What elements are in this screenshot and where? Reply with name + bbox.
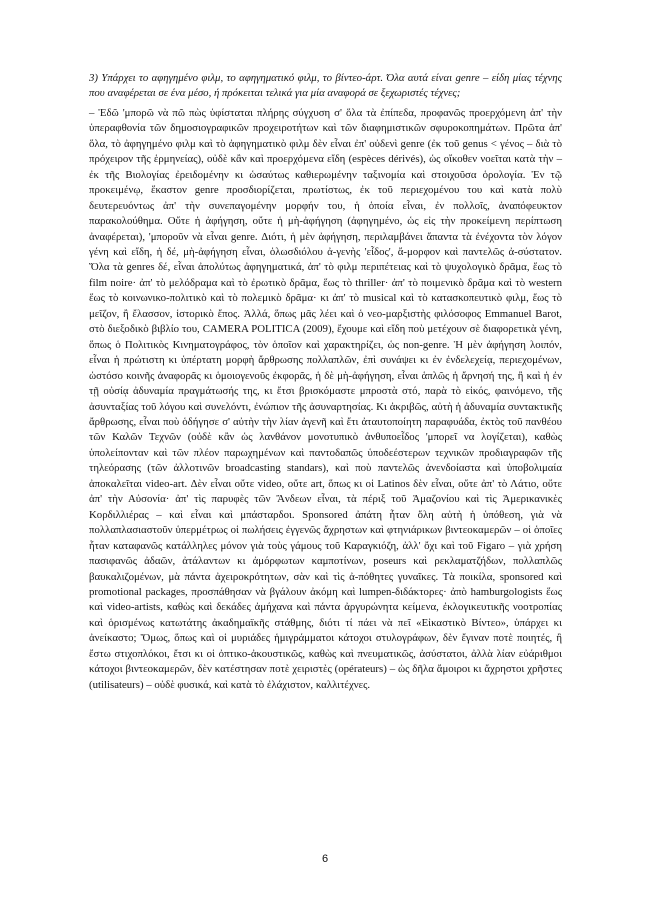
interview-answer: – Ἐδῶ 'μπορῶ νὰ πῶ πὼς ὑφίσταται πλήρης σύγχυση σ' ὅλα τὰ ἐπίπεδα, προφανῶς προερχόμενη ἀπ' τὴν ὑπεραφθονία τῶν δημοσιογραφικῶν προχειροτήτων καὶ τῶν διαφημιστικῶν σφυροκοπημάτων. Πρῶτα ἀπ' ὅλα, τὸ ἀφηγημένο φιλμ καὶ τὸ ἀφηγηματικὸ φιλμ δὲν εἶναι ἐπ' οὐδενὶ genre (ἐκ τοῦ genus < γένος – διὰ τὸ πρόχειρον τῆς ἑρμηνείας), οὐδὲ κἂν καὶ προερχόμενα εἴδη (espèces dérivés), ὡς οἴκοθεν νοεῖται κατὰ τὴν – ἐκ τῆς Βιολογίας ἐρειδομένην κι ὡσαύτως καθιερωμένην ταξινομία καὶ στοιχοῦσα ὁρολογία. Ἐν τῷ προκειμένῳ, ἕκαστον genre προσδιορίζεται, πρωτίστως, ἐκ τοῦ περιεχομένου του καὶ κατὰ πολὺ δευτερευόντως ἀπ' τὴν συνεπαγομένην μορφήν του, ἡ ὁποία εἶναι, ἐν πολλοῖς, ἀναπόφευκτον παρακολούθημα. Οὔτε ἡ ἀφήγηση, οὔτε ἡ μὴ-ἀφήγηση (ἀφηγημένο, ὡς εἰς τὴν προκείμενη περίπτωση ἀναφέρεται), 'μποροῦν νὰ εἶναι genre. Διότι, ἡ μὲν ἀφήγηση, περιλαμβάνει ἅπαντα τὰ ἐνέχοντα τὸν λόγον γένη καὶ εἴδη, ἡ δέ, μὴ-ἀφήγηση εἶναι, ὁλωσδιόλου ἀ-γενὴς 'εἶδος', ἄ-μορφον καὶ παντελῶς ἀ-σύστατον. Ὅλα τὰ genres δέ, εἶναι ἀπολύτως ἀφηγηματικά, ἀπ' τὸ φιλμ περιπέτειας καὶ τὸ ψυχολογικὸ δρᾶμα, ἕως τὸ film noire· ἀπ' τὸ μελόδραμα καὶ τὸ ἐρωτικὸ δρᾶμα, ἕως τὸ thriller· ἀπ' τὸ ποιμενικὸ δρᾶμα καὶ τὸ western ἕως τὸ κοινωνικο-πολιτικὸ καὶ τὸ πολεμικὸ δρᾶμα· κι ἀπ' τὸ musical καὶ τὸ κατασκοπευτικὸ φιλμ, ἕως τὸ μεῖζον, ἢ ἔλασσον, ἱστορικὸ ἔπος. Ἀλλά, ὅπως μᾶς λέει καὶ ὁ νεο-μαρξιστὴς φιλόσοφος Emmanuel Barot, στὸ διεξοδικὸ βιβλίο του, CAMERA POLITICA (2009), ἔχουμε καὶ εἴδη ποὺ μετέχουν σὲ διαφορετικὰ γένη, ὅπως ὁ Πολιτικὸς Κινηματογράφος, τὸν ὁποῖον καὶ χαρακτηρίζει, ὡς non-genre. Ἡ μὲν ἀφήγηση λοιπόν, εἶναι ἡ πρώτιστη κι ὑπέρτατη μορφὴ ἄρθρωσης πολλαπλῶν, ἐπὶ συνάψει κι ἐν ἐνδελεχείᾳ, περιεχομένων, ὡστόσο κοινῆς ἀναφορᾶς κι ὁμοιογενοῦς ἐκφορᾶς, ἡ δὲ μὴ-ἀφήγηση, εἶναι ἁπλῶς ἡ ἄρνησή της, ἢ καὶ ἡ ἐν τῇ οὐσίᾳ ἀδυναμία πραγμάτωσής της, κι ἔτσι βρισκόμαστε μπροστὰ στό, παρὰ τὸ εἰκός, φαινόμενο, τῆς ἀσυνταξίας τοῦ λόγου καὶ συνελόντι, ἐνώπιον τῆς ἀσυναρτησίας. Κι ἀκριβῶς, αὐτὴ ἡ ἀδυναμία συντακτικῆς ἄρθρωσης, εἶναι ποὺ ὁδήγησε σ' αὐτὴν τὴν λίαν ἀγενῆ καὶ ἔτι ἀταυτοποίητη παραφυάδα, ἐκτὸς τοῦ πανθέου τῶν Καλῶν Τεχνῶν (οὐδὲ κἂν ὡς λανθάνον μονοτυπικὸ ἀνθυποεἶδος 'μπορεῖ να λογίζεται), καθὼς ὑπολείπονταν καὶ τῶν πλέον παρωχημένων καὶ παντοδαπῶς ὑποδεέστερων τεχνικῶν προδιαγραφῶν τῆς τηλεόρασης (τῶν ἀλλοτινῶν broadcasting standars), καὶ ποὺ παντελῶς ἀνενδοίαστα καὶ ὑποβολιμαία ἀποκαλεῖται video-art. Δὲν εἶναι οὔτε video, οὔτε art, ὅπως κι οἱ Latinos δὲν εἶναι, οὔτε ἀπ' τὸ Λάτιο, οὔτε ἀπ' τὴν Αὐσονία· ἀπ' τὶς παρυφὲς τῶν Ἄνδεων εἶναι, τὰ πέριξ τοῦ Ἀμαζονίου καὶ τὶς Ἀμερικανικὲς Κορδιλλιέρας – καὶ εἶναι καὶ μπάσταρδοι. Sponsored ἀπάτη ἦταν ὅλη αὐτὴ ἡ ὑπόθεση, γιὰ νὰ πολλαπλασιαστοῦν ὑπερμέτρως οἱ πωλήσεις ἐγγενῶς ἄχρηστων καὶ φτηνιάρικων βιντεοκαμερῶν – οἱ ὁποῖες ἦταν καταφανῶς κατάλληλες μόνον γιὰ τοὺς γάμους τοῦ Καραγκιόζη, ἀλλ' ὄχι καὶ τοῦ Figaro – γιὰ χρήση πασιφανῶς ἀδαῶν, ἀτάλαντων κι ἀμόρφωτων καμποτίνων, poseurs καὶ ρεκλαματζήδων, πολλαπλῶς βαυκαλιζομένων, μὰ πάντα ἀχειροκρότητων, σὰν καὶ τὶς ἀ-πόθητες γυναῖκες. Τὰ ποικίλα, sponsored καὶ promotional packages, προσπάθησαν νὰ βγάλουν ἀκόμη καὶ lumpen-διδάκτορες· ἀπὸ hamburgologists ἕως καὶ video-artists, καθὼς καὶ δεκάδες ἀμήχανα καὶ πάντα ἀργυρώνητα κείμενα, ἐκλογικευτικῆς νοοτροπίας καὶ ὁρισμένως κατωτάτης ἀκαδημαϊκῆς στάθμης, διότι τί πάει νὰ πεῖ «Εἰκαστικὸ Βίντεο», ὑπάρχει κι ἀνείκαστο; Ὅμως, ὅπως καὶ οἱ μυριάδες ἡμιγράμματοι κάτοχοι στυλογράφων, δὲν ἔγιναν ποτὲ ποιητές, ἢ ἔστω στιχοπλόκοι, ἔτσι κι οἱ ὀπτικο-ἀκουστικῶς, καθὼς καὶ πνευματικῶς, ἀσύστατοι, ἀλλὰ λίαν εὐάριθμοι κάτοχοι βιντεοκαμερῶν, δὲν κατέστησαν ποτὲ χειριστὲς (opérateurs) – ὡς δῆλα ἄμοιροι κι ἄχρηστοι χρῆστες (utilisateurs) – οὐδὲ φυσικά, καὶ κατὰ τὸ ἐλάχιστον, καλλιτέχνες. [89,106,562,691]
interview-question: 3) Υπάρχει το αφηγημένο φιλμ, το αφηγηματικό φιλμ, το βίντεο-άρτ. Όλα αυτά είναι genre – είδη μίας τέχνης που αναφέρεται σε ένα μέσο, ή πρόκειται τελικά για μία αναφορά σε ξεχωριστές τέχνες; [89,72,562,100]
body-text [89,71,562,693]
page-number: 6 [321,853,329,865]
